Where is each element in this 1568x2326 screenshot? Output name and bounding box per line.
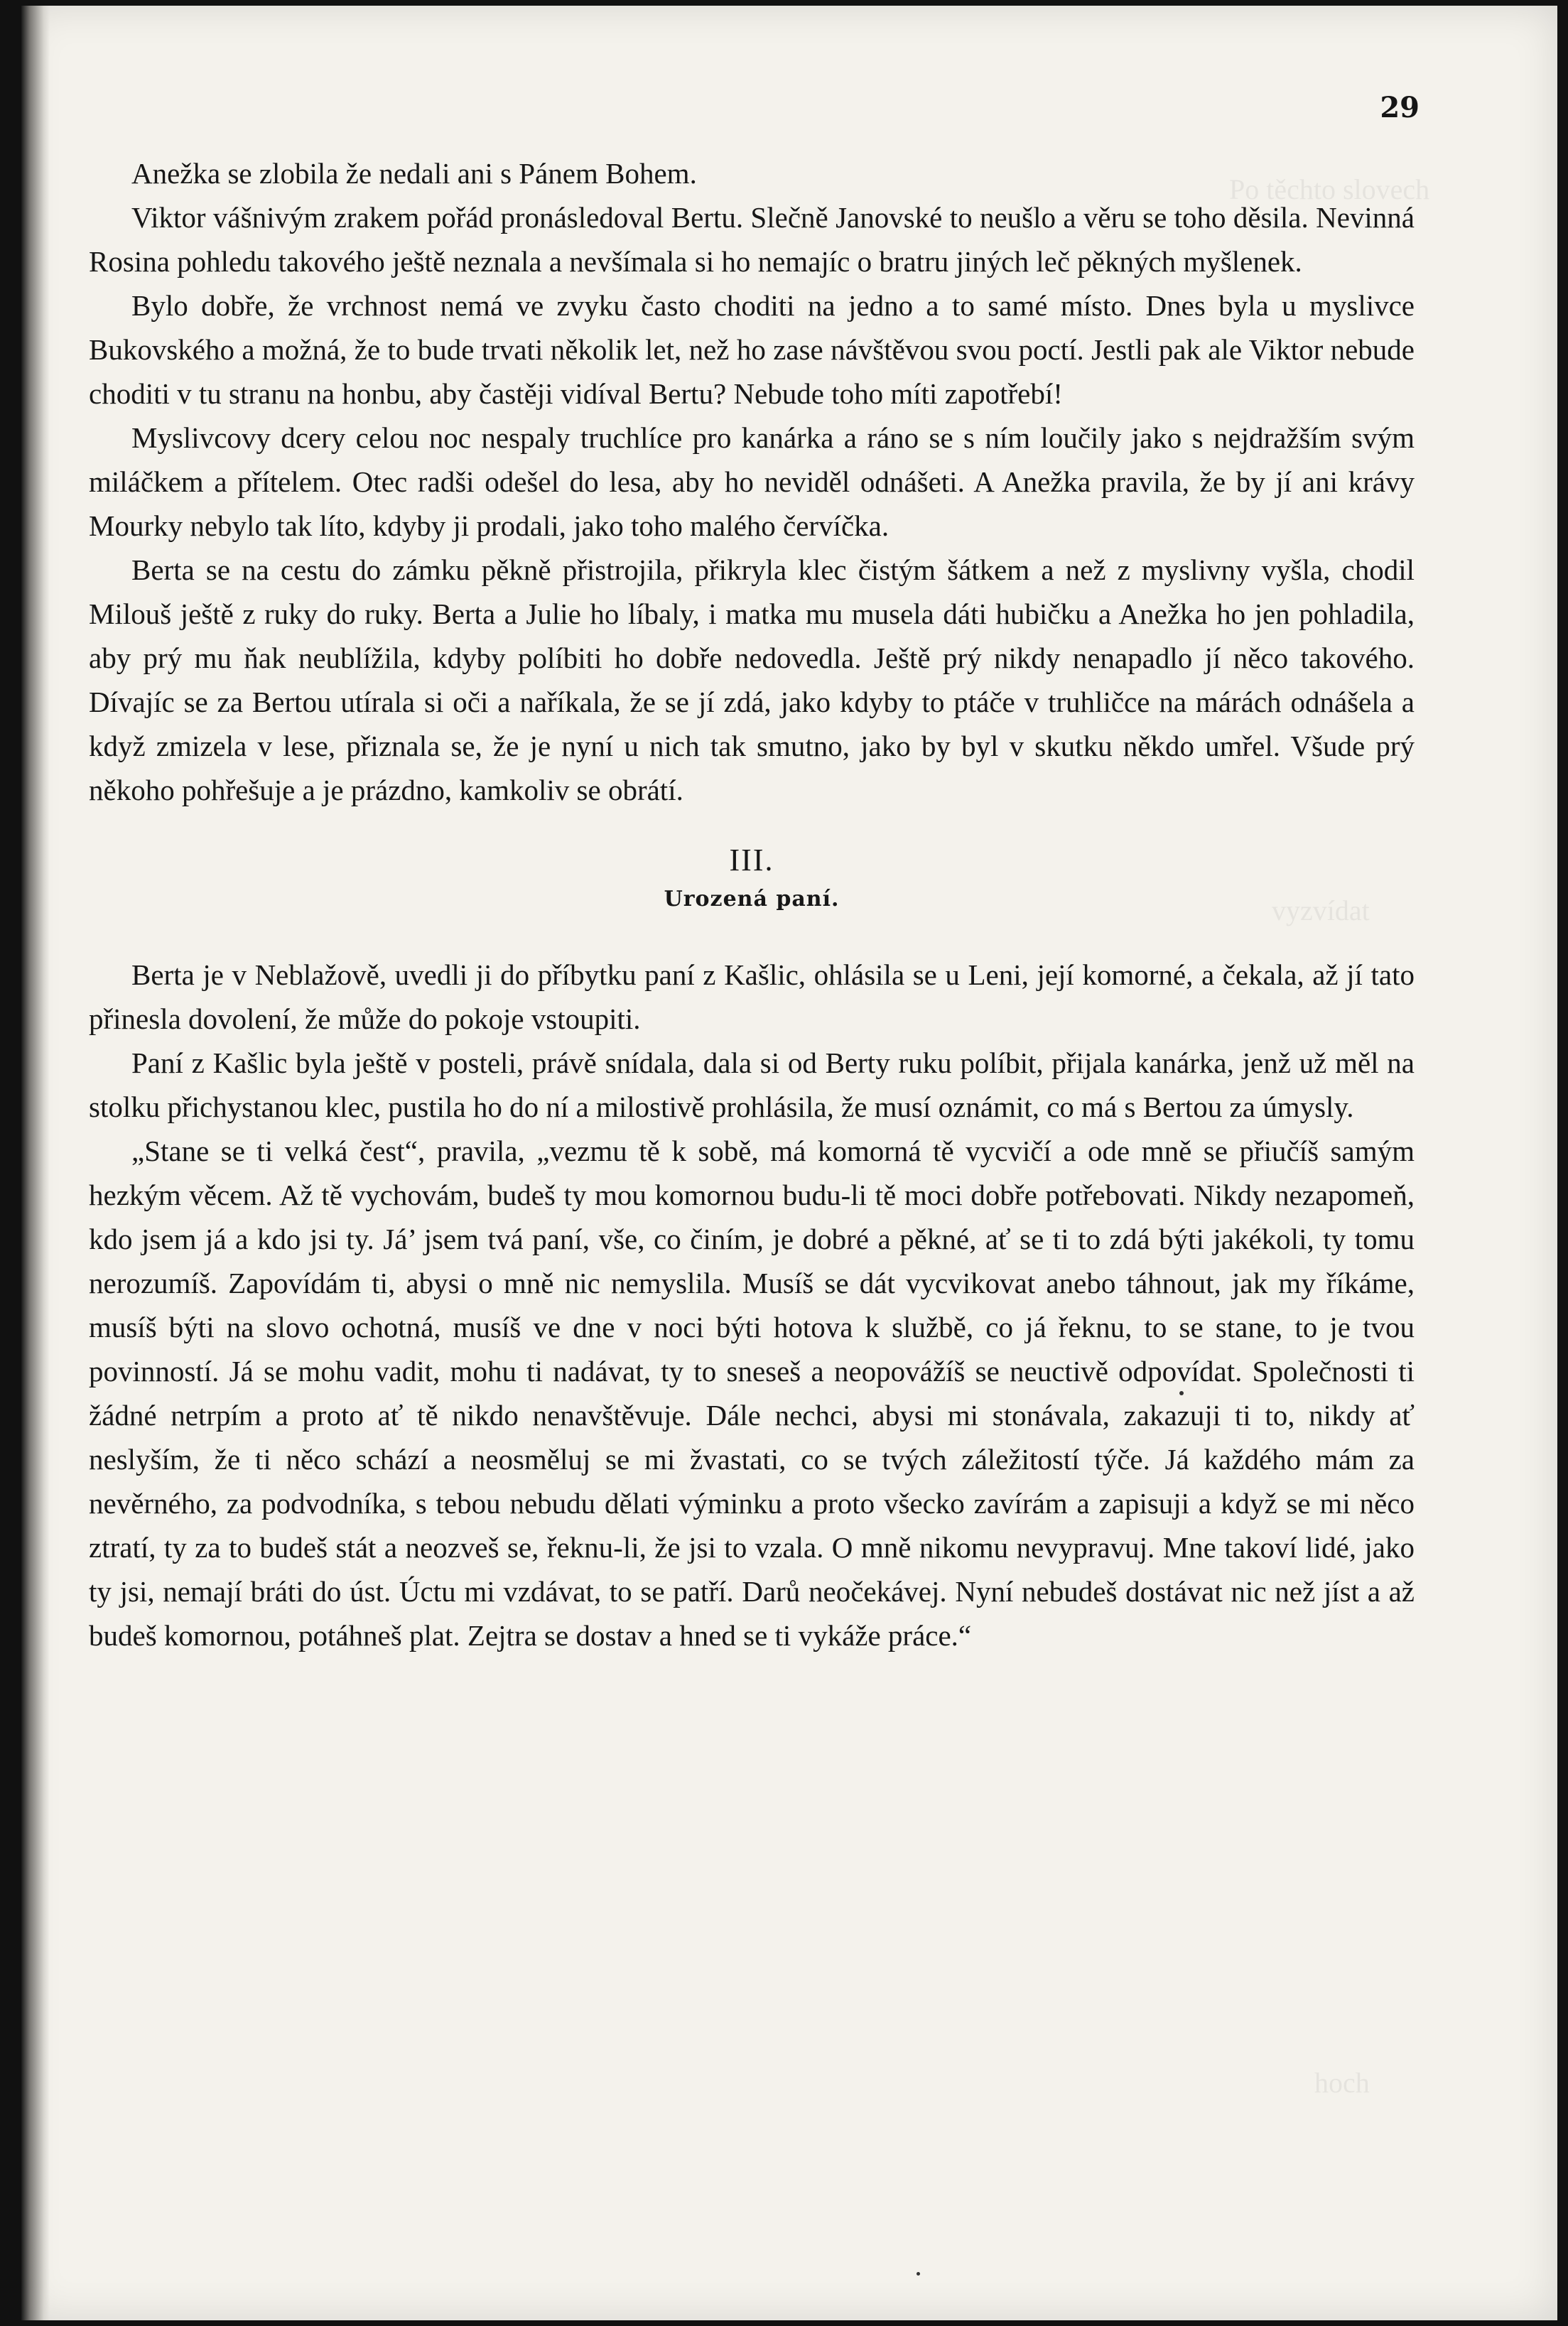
show-through-text: hoch xyxy=(1314,2067,1370,2099)
show-through-text: Po těchto slovech xyxy=(1229,173,1430,205)
paragraph: Bylo dobře, že vrchnost nemá ve zvyku často choditi na jedno a to samé místo. Dnes byla u myslivce Bukovského a možná, že to bude trvati několik let, než ho zase návštěvou svou poctí. Jestli pak ale Viktor nebude choditi v tu stranu na honbu, aby častěji vidíval Bertu? Nebude toho míti zapotřebí! xyxy=(89,289,1415,410)
paragraph: Paní z Kašlic byla ještě v posteli, právě snídala, dala si od Berty ruku políbit, přijala kanárka, jenž už měl na stolku přichystanou klec, pustila ho do ní a milostivě prohlásila, že musí oznámit, co má s Bertou za úmysly. xyxy=(89,1046,1415,1123)
paragraph: Myslivcovy dcery celou noc nespaly truchlíce pro kanárka a ráno se s ním loučily jako s nejdražším svým miláčkem a přítelem. Otec radši odešel do lesa, aby ho neviděl odnášeti. A Anežka pravila, že by jí ani krávy Mourky nebylo tak líto, kdyby ji prodali, jako toho malého červíčka. xyxy=(89,421,1415,542)
paragraph: Viktor vášnivým zrakem pořád pronásledoval Bertu. Slečně Janovské to neušlo a věru se toho děsila. Nevinná Rosina pohledu takového ještě neznala a nevšímala si ho nemajíc o bratru jiných leč pěkných myšlenek. xyxy=(89,201,1415,278)
page-binding-shadow xyxy=(21,6,50,2320)
print-speck xyxy=(917,2272,920,2276)
main-text xyxy=(89,151,1415,1657)
chapter-number: III. xyxy=(729,843,774,877)
show-through-text: vyzvídat xyxy=(1272,894,1370,926)
page-number: 29 xyxy=(1380,91,1420,124)
paragraph: Berta je v Neblažově, uvedli ji do příbytku paní z Kašlic, ohlásila se u Leni, její komorné, a čekala, až jí tato přinesla dovolení, že může do pokoje vstoupiti. xyxy=(89,958,1415,1035)
paragraph: Anežka se zlobila že nedali ani s Pánem Bohem. xyxy=(131,157,697,190)
book-page xyxy=(21,6,1557,2320)
chapter-title: Urozená paní. xyxy=(664,887,840,912)
paragraph: Berta se na cestu do zámku pěkně přistrojila, přikryla klec čistým šátkem a než z myslivny vyšla, chodil Milouš ještě z ruky do ruky. Berta a Julie ho líbaly, i matka mu musela dáti hubičku a Anežka ho jen pohladila, aby prý mu ňak neublížila, kdyby políbiti ho dobře nedovedla. Ještě prý nikdy nenapadlo jí něco takového. Dívajíc se za Bertou utírala si oči a naříkala, že se jí zdá, jako kdyby to ptáče v truhličce na márách odnášela a když zmizela v lese, přiznala se, že je nyní u nich tak smutno, jako by byl v skutku někdo umřel. Všude prý někoho pohřešuje a je prázdno, kamkoliv se obrátí. xyxy=(89,553,1415,806)
paragraph: „Stane se ti velká čest“, pravila, „vezmu tě k sobě, má komorná tě vycvičí a ode mně se přiučíš samým hezkým věcem. Až tě vychovám, budeš ty mou komornou budu-li tě moci dobře potřebovati. Nikdy nezapomeň, kdo jsem já a kdo jsi ty. Já’ jsem tvá paní, vše, co činím, je dobré a pěkné, ať se ti to zdá býti jakékoli, ty tomu nerozumíš. Zapovídám ti, abysi o mně nic nemyslila. Musíš se dát vycvikovat anebo táhnout, jak my říkáme, musíš býti na slovo ochotná, musíš ve dne v noci býti hotova k službě, co já řeknu, to se stane, to je tvou povinností. Já se mohu vadit, mohu ti nadávat, ty to sneseš a neopovážíš se neuctivě odpovídat. Společnosti ti žádné netrpím a proto ať tě nikdo nenavštěvuje. Dále nechci, abysi mi stonávala, zakazuji ti to, nikdy ať neslyším, že ti něco schází a neosměluj se mi žvastati, co se tvých záležitostí týče. Já každého mám za nevěrného, za podvodníka, s tebou nebudu dělati výminku a proto všecko zavírám a zapisuji a když se mi něco ztratí, ty za to budeš stát a neozveš se, řeknu-li, že jsi to vzala. O mně nikomu nevypravuj. Mne takoví lidé, jako ty jsi, nemají bráti do úst. Úctu mi vzdávat, to se patří. Darů neočekávej. Nyní nebudeš dostávat nic než jíst a až budeš komornou, potáhneš plat. Zejtra se dostav a hned se ti vykáže práce.“ xyxy=(89,1135,1415,1652)
